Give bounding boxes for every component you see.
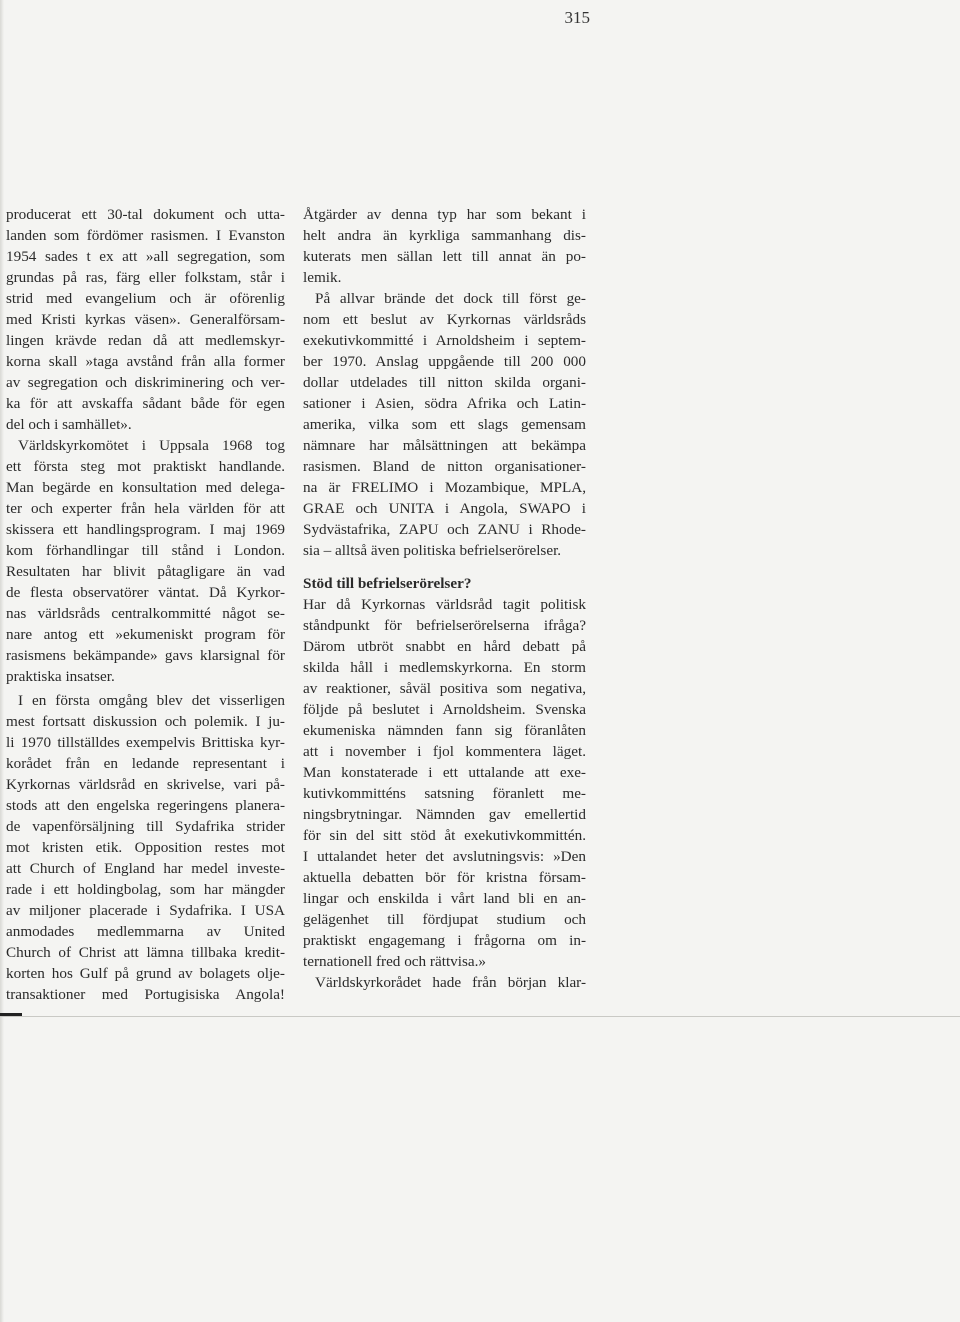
text-line: transaktioner med Portugisiska Angola! bbox=[6, 986, 285, 1003]
text-line: Sydvästafrika, ZAPU och ZANU i Rhode- bbox=[303, 521, 586, 538]
text-line: Har då Kyrkornas världsråd tagit politisk bbox=[303, 596, 586, 613]
text-line: ett första steg mot praktiskt handlande. bbox=[6, 458, 285, 475]
text-line: Kyrkornas världsråd en skrivelse, vari på- bbox=[6, 776, 285, 793]
text-line: dollar utdelades till nitton skilda organi- bbox=[303, 374, 586, 391]
text-line: producerat ett 30-tal dokument och utta- bbox=[6, 206, 285, 223]
text-line: ber 1970. Anslag uppgående till 200 000 bbox=[303, 353, 586, 370]
bottom-divider bbox=[0, 1016, 960, 1017]
page-number: 315 bbox=[564, 8, 590, 27]
text-line: nom ett beslut av Kyrkornas världsråds bbox=[303, 311, 586, 328]
text-line: anmodades medlemmarna av United bbox=[6, 923, 285, 940]
text-line: Resultaten har blivit påtagligare än vad bbox=[6, 563, 285, 580]
text-line: strid med evangelium och är oförenlig bbox=[6, 290, 285, 307]
text-line: mest fortsatt diskussion och polemik. I ju- bbox=[6, 713, 285, 730]
text-line: mot kristen etik. Opposition restes mot bbox=[6, 839, 285, 856]
text-line: skissera ett handlingsprogram. I maj 1969 bbox=[6, 521, 285, 538]
text-line: Man konstaterade i ett uttalande att exe- bbox=[303, 764, 586, 781]
text-line: stods att den engelska regeringens planera- bbox=[6, 797, 285, 814]
text-line: ningsbrytningar. Nämnden gav emellertid bbox=[303, 806, 586, 823]
text-line: korten hos Gulf på grund av bolagets olje- bbox=[6, 965, 285, 982]
text-line: de flesta observatörer väntat. Då Kyrkor- bbox=[6, 584, 285, 601]
text-line: Church of Christ att lämna tillbaka kredit- bbox=[6, 944, 285, 961]
text-line: ternationell fred och rättvisa.» bbox=[303, 953, 487, 970]
text-line: del och i samhället». bbox=[6, 416, 132, 433]
text-line: nämnare har målsättningen att bekämpa bbox=[303, 437, 586, 454]
text-line: av segregation och diskriminering och ver- bbox=[6, 374, 285, 391]
text-line: sia – alltså även politiska befrielserörelser. bbox=[303, 542, 562, 559]
text-line: Man begärde en konsultation med delega- bbox=[6, 479, 285, 496]
text-line: na är FRELIMO i Mozambique, MPLA, bbox=[303, 479, 586, 496]
text-line: ka för att avskaffa sådant både för egen bbox=[6, 395, 285, 412]
text-line: nare antog ett »ekumeniskt program för bbox=[6, 626, 285, 643]
text-line: korna skall »taga avstånd från alla former bbox=[6, 353, 285, 370]
text-line: skilda håll i medlemskyrkorna. En storm bbox=[303, 659, 586, 676]
text-line: att Church of England har medel investe- bbox=[6, 860, 285, 877]
text-line: av reaktioner, såväl positiva som negativa, bbox=[303, 680, 586, 697]
section-heading: Stöd till befrielserörelser? bbox=[303, 575, 472, 592]
text-line: med Kristi kyrkas väsen». Generalförsam- bbox=[6, 311, 285, 328]
text-line: ståndpunkt för befrielserörelserna ifråga? bbox=[303, 617, 586, 634]
text-line: lemik. bbox=[303, 269, 342, 286]
text-line: amerika, vilka som ett slags gemensam bbox=[303, 416, 586, 433]
text-line: I en första omgång blev det visserligen bbox=[18, 692, 285, 709]
text-line: På allvar brände det dock till först ge- bbox=[315, 290, 586, 307]
text-line: grundas på ras, färg eller folkstam, står i bbox=[6, 269, 285, 286]
text-line: Därom utbröt snabbt en hård debatt på bbox=[303, 638, 586, 655]
text-line: de vapenförsäljning till Sydafrika strider bbox=[6, 818, 285, 835]
text-line: gelägenhet till fördjupat studium och bbox=[303, 911, 586, 928]
text-line: aktuella debatten bör för kristna försam- bbox=[303, 869, 586, 886]
text-line: för sin del sitt stöd åt exekutivkommittén. bbox=[303, 827, 586, 844]
text-line: nas världsråds centralkommitté något se- bbox=[6, 605, 285, 622]
text-line: Världskyrkorådet hade från början klar- bbox=[315, 974, 586, 991]
text-line: ekumeniska nämnden fann sig föranlåten bbox=[303, 722, 586, 739]
text-line: ter och experter från hela världen för att bbox=[6, 500, 285, 517]
text-line: rade i ett holdingbolag, som har mängder bbox=[6, 881, 285, 898]
text-line: Världskyrkomötet i Uppsala 1968 tog bbox=[18, 437, 285, 454]
page-left-edge bbox=[0, 0, 4, 1322]
text-line: lingen krävde redan då att medlemskyr- bbox=[6, 332, 285, 349]
text-line: av miljoner placerade i Sydafrika. I USA bbox=[6, 902, 285, 919]
text-line: li 1970 tillställdes exempelvis Brittiska kyr- bbox=[6, 734, 285, 751]
text-line: 1954 sades t ex att »all segregation, som bbox=[6, 248, 285, 265]
text-line: Åtgärder av denna typ har som bekant i bbox=[303, 206, 586, 223]
text-line: landen som fördömer rasismen. I Evanston bbox=[6, 227, 285, 244]
text-line: rasismens bekämpande» gavs klarsignal för bbox=[6, 647, 285, 664]
text-line: I uttalandet heter det avslutningsvis: »Den bbox=[303, 848, 586, 865]
text-line: helt andra än kyrkliga sammanhang dis- bbox=[303, 227, 586, 244]
text-line: lingar och enskilda i vårt land bli en an- bbox=[303, 890, 586, 907]
left-text-column bbox=[6, 204, 285, 1005]
right-text-column bbox=[303, 204, 586, 993]
text-line: sationer i Asien, södra Afrika och Latin- bbox=[303, 395, 586, 412]
text-line: praktiskt engagemang i frågorna om in- bbox=[303, 932, 586, 949]
text-line: följde på beslutet i Arnoldsheim. Svenska bbox=[303, 701, 586, 718]
text-line: kutivkommitténs satsning föranlett me- bbox=[303, 785, 586, 802]
text-line: kom förhandlingar till stånd i London. bbox=[6, 542, 285, 559]
text-line: rasismen. Bland de nitton organisationer- bbox=[303, 458, 586, 475]
text-line: exekutivkommitté i Arnoldsheim i septem- bbox=[303, 332, 586, 349]
text-line: kuterats men sällan lett till annat än po- bbox=[303, 248, 586, 265]
text-line: praktiska insatser. bbox=[6, 668, 115, 685]
text-line: att i november i fjol kommentera läget. bbox=[303, 743, 586, 760]
text-line: korådet från en ledande representant i bbox=[6, 755, 285, 772]
text-line: GRAE och UNITA i Angola, SWAPO i bbox=[303, 500, 586, 517]
